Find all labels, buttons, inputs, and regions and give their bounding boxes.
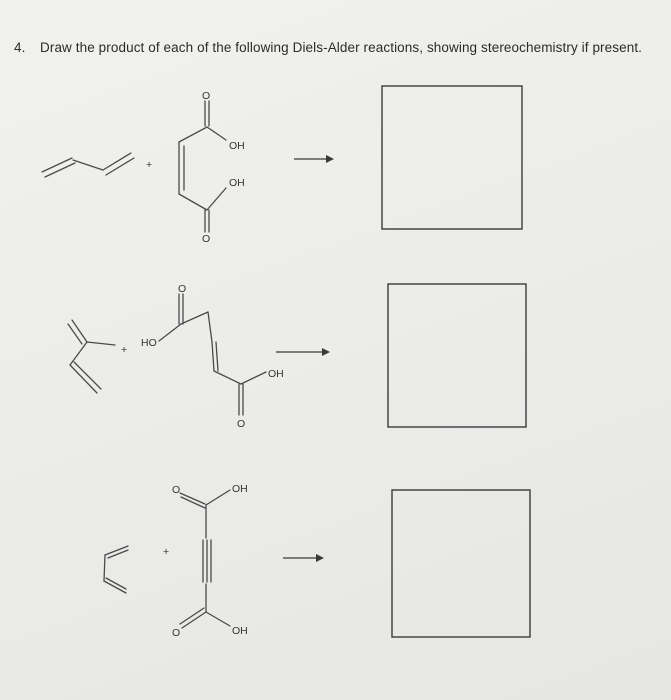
carbonyl-oxygen-bottom: O [202, 233, 211, 245]
carbonyl-oxygen-bottom: O [172, 627, 181, 639]
diene-2-methyl-butadiene [68, 320, 115, 393]
hydroxyl-label-right: OH [268, 368, 284, 380]
carbonyl-oxygen-top: O [178, 283, 187, 295]
hydroxyl-label-left: HO [141, 337, 157, 349]
reaction-2 [68, 283, 526, 430]
dienophile-ester-acid [141, 283, 284, 430]
carbonyl-oxygen-top: O [172, 484, 181, 496]
carbonyl-oxygen-top: O [202, 90, 211, 102]
reaction-arrow-2 [276, 348, 330, 356]
question-prompt: Draw the product of each of the following Diels-Alder reactions, showing stereochemistry if present. [40, 40, 643, 55]
answer-box-2[interactable] [388, 284, 526, 427]
reaction-arrow-3 [283, 554, 324, 562]
hydroxyl-label-top: OH [232, 483, 248, 495]
diene-butadiene [42, 153, 134, 177]
dienophile-maleic-acid [179, 90, 245, 245]
reaction-3 [104, 483, 530, 639]
plus-sign: + [163, 546, 170, 558]
answer-box-1[interactable] [382, 86, 522, 229]
dienophile-acetylenedicarboxylic-acid [172, 483, 248, 639]
hydroxyl-label-bottom: OH [229, 177, 245, 189]
reaction-1 [42, 86, 522, 245]
question-number: 4. [14, 40, 26, 55]
hydroxyl-label-top: OH [229, 140, 245, 152]
hydroxyl-label-bottom: OH [232, 625, 248, 637]
diene-s-cis-butadiene [104, 546, 128, 593]
plus-sign: + [121, 344, 128, 356]
carbonyl-oxygen-bottom: O [237, 418, 246, 430]
answer-box-3[interactable] [392, 490, 530, 637]
plus-sign: + [146, 159, 153, 171]
reaction-arrow-1 [294, 155, 334, 163]
